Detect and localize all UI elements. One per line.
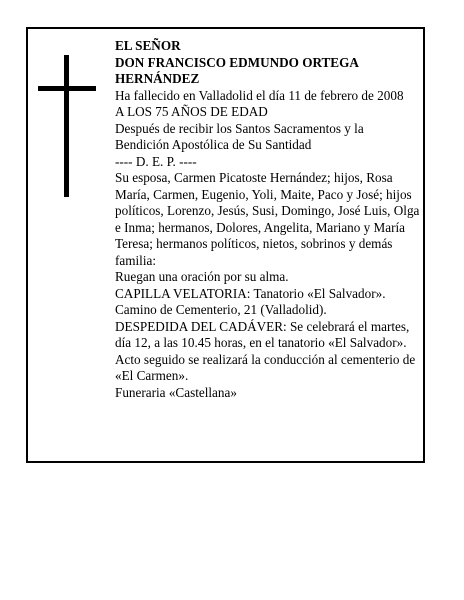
deceased-name: DON FRANCISCO EDMUNDO ORTEGA HERNÁNDEZ bbox=[115, 54, 359, 86]
cross-vertical-bar bbox=[64, 55, 69, 197]
age-line: A LOS 75 AÑOS DE EDAD bbox=[115, 104, 268, 119]
farewell-line: DESPEDIDA DEL CADÁVER: Se celebrará el martes, día 12, a las 10.45 horas, en el tanatorio «El Salvador». Acto seguido se realizará la conducción al cementerio de «El Carmen». bbox=[115, 318, 416, 383]
family-list: Su esposa, Carmen Picatoste Hernández; hijos, Rosa María, Carmen, Eugenio, Yoli, Maite, Paco y José; hijos políticos, Lorenzo, Jesús, Susi, Domingo, José Luis, Olga e Inma; hermanos, Dolores, Angelita, Mariano y María Teresa; hermanos políticos, nietos, sobrinos y demás familia: bbox=[115, 170, 420, 268]
obituary-text bbox=[115, 38, 420, 401]
funeral-home: Funeraria «Castellana» bbox=[115, 384, 237, 400]
prayer-line: Ruegan una oración por su alma. bbox=[115, 269, 289, 284]
title-line-1: EL SEÑOR bbox=[115, 38, 181, 53]
chapel-address: Camino de Cementerio, 21 (Valladolid). bbox=[115, 302, 327, 317]
rip-line: ---- D. E. P. ---- bbox=[115, 153, 197, 169]
cross-icon bbox=[38, 55, 96, 197]
cross-horizontal-bar bbox=[38, 86, 96, 91]
death-announcement: Ha fallecido en Valladolid el día 11 de febrero de 2008 bbox=[115, 87, 404, 103]
sacraments-line: Después de recibir los Santos Sacramentos y la Bendición Apostólica de Su Santidad bbox=[115, 120, 364, 152]
chapel-line: CAPILLA VELATORIA: Tanatorio «El Salvador». bbox=[115, 285, 386, 301]
